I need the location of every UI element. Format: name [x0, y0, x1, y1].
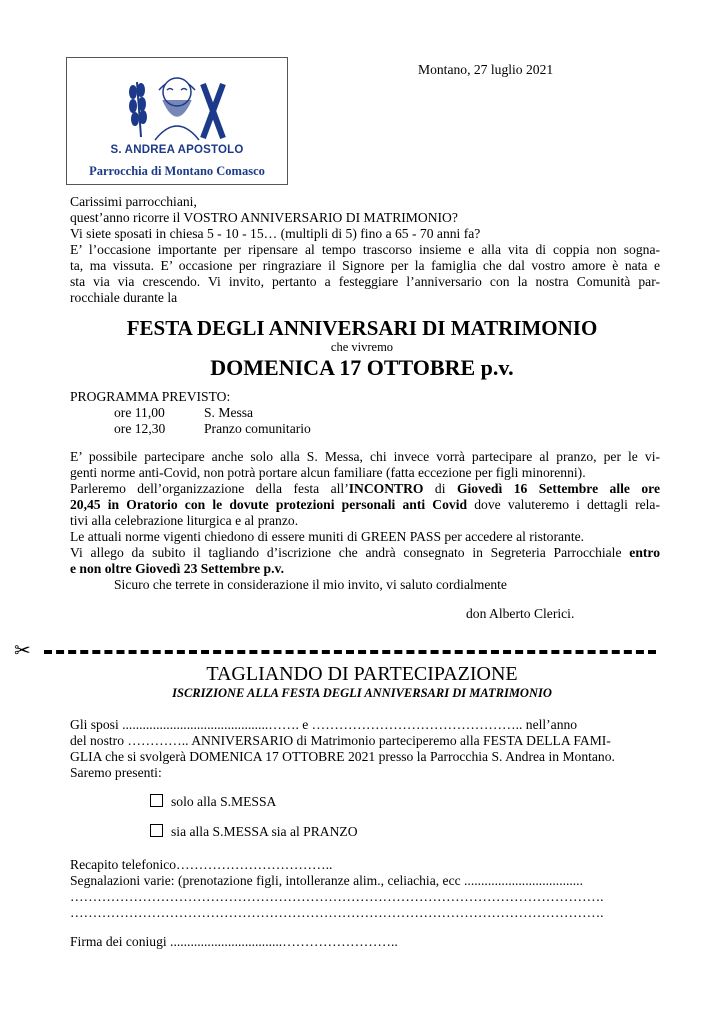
para2-line-1: E’ possibile partecipare anche solo alla S. Messa, chi invece vorrà partecipare al pranzo, per le vi-	[70, 449, 660, 464]
form-contact	[70, 857, 660, 921]
program-row	[114, 421, 311, 437]
saint-andrew-logo-icon	[127, 62, 227, 144]
form-line-2: del nostro ………….. ANNIVERSARIO di Matrimonio parteciperemo alla FESTA DELLA FAMI-	[70, 733, 611, 748]
event-subtitle: che vivremo	[330, 340, 394, 354]
para5-line-2	[70, 561, 660, 577]
para3-line-2	[70, 497, 660, 513]
para3-text-f: dove valuteremo i dettagli rela-	[467, 497, 660, 512]
intro-line-1: quest’anno ricorre il VOSTRO ANNIVERSARIO DI MATRIMONIO?	[70, 210, 458, 225]
letter-date: Montano, 27 luglio 2021	[418, 62, 554, 77]
checkbox-mass-and-lunch[interactable]	[150, 824, 163, 837]
notes-dots-1[interactable]: ……………………………………………………………………………………………………….	[70, 889, 604, 904]
form-body	[70, 717, 660, 781]
spouses-signature-field[interactable]: Firma dei coniugi .................................……………………..	[70, 934, 398, 949]
para3-text-a: Parleremo dell’organizzazione della festa all’	[70, 481, 349, 496]
form-subtitle: ISCRIZIONE ALLA FESTA DEGLI ANNIVERSARI DI MATRIMONIO	[172, 686, 552, 700]
para1-line-2: ta, ma vissuta. E’ occasione per ringraziare il Signore per la famiglia che dal vostro amore è nata e	[70, 258, 660, 273]
para1-line-1: E’ l’occasione importante per ripensare al tempo trascorso insieme e alla vita di coppia non sogna-	[70, 242, 660, 257]
form-line-4: Saremo presenti:	[70, 765, 162, 780]
form-line-1: Gli sposi ...........................................……. e ……………………………………….. nell’anno	[70, 717, 578, 732]
phone-field[interactable]: Recapito telefonico……………………………..	[70, 857, 333, 872]
option-mass-only[interactable]	[150, 794, 276, 810]
event-date: DOMENICA 17 OTTOBRE p.v.	[210, 355, 514, 380]
para3-meeting: INCONTRO	[348, 481, 424, 496]
form-title: TAGLIANDO DI PARTECIPAZIONE	[206, 663, 518, 685]
cut-line	[44, 650, 656, 654]
scissors-icon: ✂	[14, 640, 31, 662]
event-title: FESTA DEGLI ANNIVERSARI DI MATRIMONIO	[126, 316, 598, 340]
closing: Sicuro che terrete in considerazione il mio invito, vi saluto cordialmente	[114, 577, 507, 592]
logo-caption-parish: Parrocchia di Montano Comasco	[89, 164, 265, 178]
option-mass-and-lunch[interactable]	[150, 824, 358, 840]
logo-caption-name: S. ANDREA APOSTOLO	[110, 144, 244, 156]
signature: don Alberto Clerici.	[466, 606, 575, 621]
program-item: Pranzo comunitario	[204, 421, 311, 436]
intro-line-2: Vi siete sposati in chiesa 5 - 10 - 15… (multipli di 5) fino a 65 - 70 anni fa?	[70, 226, 481, 241]
para1-line-3: sta via via crescendo. Vi invito, pertanto a festeggiare l’anniversario con la nostra Comunità par-	[70, 274, 660, 289]
form-line-3: GLIA che si svolgerà DOMENICA 17 OTTOBRE 2021 presso la Parrocchia S. Andrea in Montano.	[70, 749, 615, 764]
option-mass-and-lunch-label: sia alla S.MESSA sia al PRANZO	[171, 824, 358, 839]
para3-text-c: di	[423, 481, 457, 496]
program-time: ore 11,00	[114, 405, 165, 420]
program-row	[114, 405, 311, 421]
para3-date: Giovedì 16 Settembre alle ore	[456, 481, 660, 496]
notes-dots-2[interactable]: ……………………………………………………………………………………………………….	[70, 905, 604, 920]
program-time: ore 12,30	[114, 421, 166, 436]
notes-field[interactable]: Segnalazioni varie: (prenotazione figli, intolleranze alim., celiachia, ecc ...................................	[70, 873, 583, 888]
para5-line-1	[70, 545, 660, 561]
greeting: Carissimi parrocchiani,	[70, 194, 197, 209]
letter-intro	[70, 194, 660, 306]
para3-location: 20,45 in Oratorio con le dovute protezioni personali anti Covid	[70, 497, 468, 512]
checkbox-mass-only[interactable]	[150, 794, 163, 807]
program-title: PROGRAMMA PREVISTO:	[70, 389, 231, 404]
para3-line-3: tivi alla celebrazione liturgica e al pranzo.	[70, 513, 299, 528]
para5-text-a: Vi allego da subito il tagliando d’iscrizione che andrà consegnato in Segreteria Parrocchiale	[70, 545, 630, 560]
program-item: S. Messa	[204, 405, 254, 420]
letter-details	[70, 449, 660, 593]
para5-deadline-b: e non oltre Giovedì 23 Settembre p.v.	[70, 561, 284, 576]
para4: Le attuali norme vigenti chiedono di essere muniti di GREEN PASS per accedere al ristorante.	[70, 529, 585, 544]
option-mass-only-label: solo alla S.MESSA	[171, 794, 277, 809]
para1-line-4: rocchiale durante la	[70, 290, 178, 305]
parish-logo	[66, 57, 288, 185]
para2-line-2: genti norme anti-Covid, non potrà portare alcun familiare (fatta eccezione per figli minorenni).	[70, 465, 586, 480]
program-table	[114, 405, 311, 437]
para3-line-1	[70, 481, 660, 497]
para5-deadline-a: entro	[629, 545, 660, 560]
